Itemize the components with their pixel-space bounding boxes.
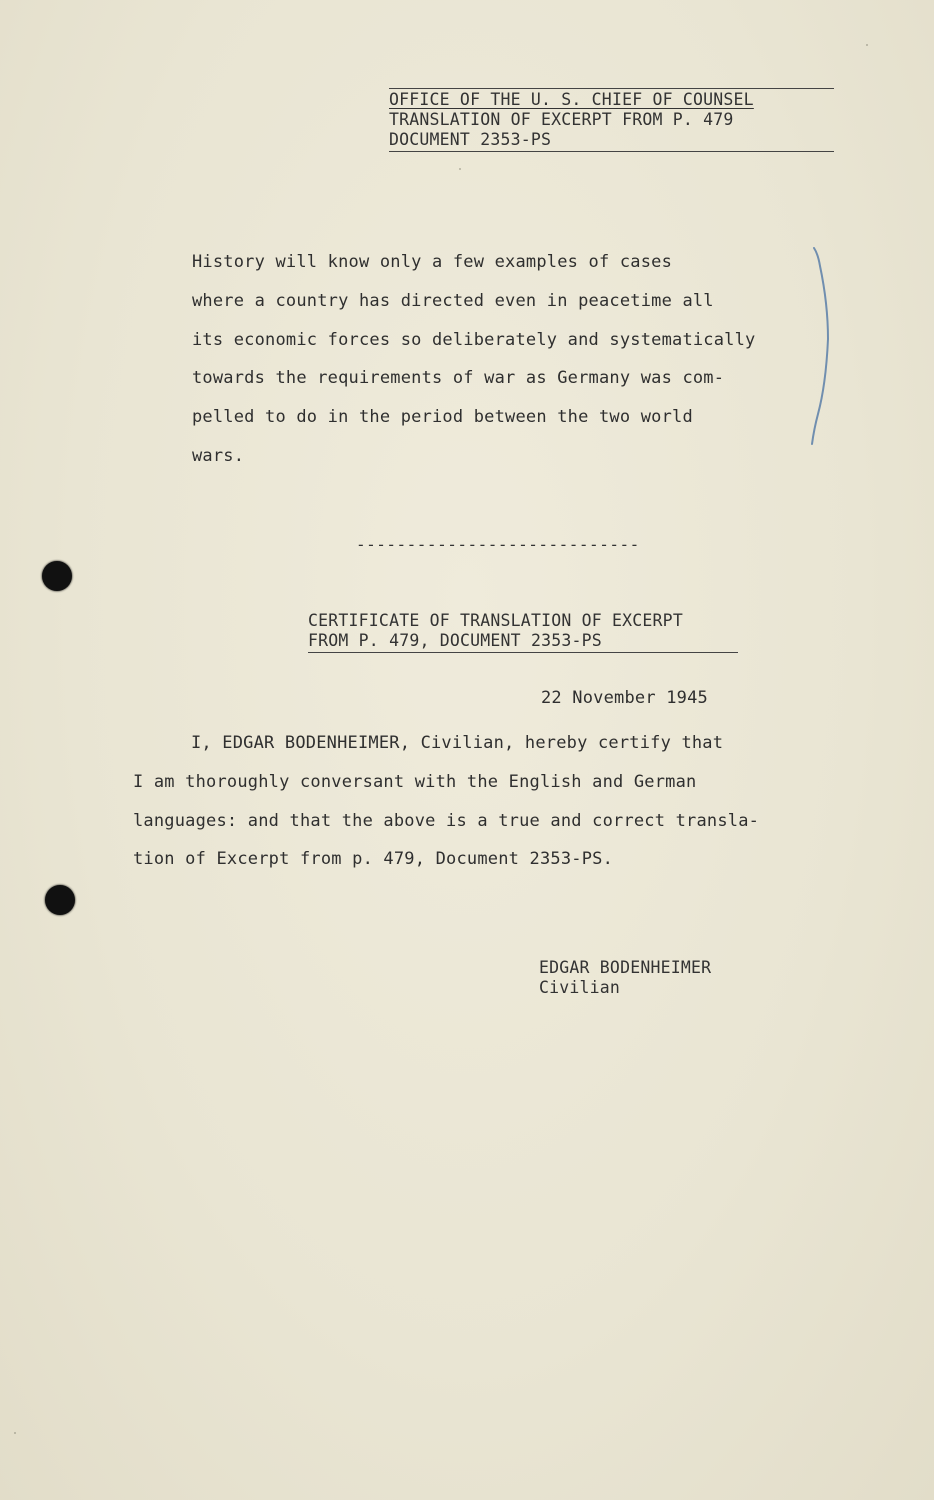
certificate-title-line: CERTIFICATE OF TRANSLATION OF EXCERPT bbox=[308, 611, 683, 630]
header-document-line: DOCUMENT 2353-PS bbox=[389, 130, 834, 152]
certificate-body bbox=[133, 724, 853, 879]
certificate-title-line: FROM P. 479, DOCUMENT 2353-PS bbox=[308, 631, 738, 653]
excerpt-line: its economic forces so deliberately and systematically bbox=[192, 329, 756, 350]
punch-hole bbox=[45, 885, 75, 915]
certificate-body-line: I am thoroughly conversant with the English and German bbox=[133, 771, 697, 792]
excerpt-text bbox=[192, 243, 832, 476]
paper-speck bbox=[866, 44, 868, 46]
paper-speck bbox=[459, 168, 461, 170]
document-header bbox=[389, 88, 837, 152]
certificate-body-line: I, EDGAR BODENHEIMER, Civilian, hereby certify that bbox=[191, 733, 724, 753]
margin-bracket-mark bbox=[806, 244, 836, 449]
excerpt-line: wars. bbox=[192, 445, 245, 466]
punch-hole bbox=[42, 561, 72, 591]
excerpt-line: where a country has directed even in peacetime all bbox=[192, 290, 714, 311]
excerpt-line: History will know only a few examples of cases bbox=[192, 252, 673, 272]
header-translation-line: TRANSLATION OF EXCERPT FROM P. 479 bbox=[389, 110, 734, 129]
header-top-rule bbox=[389, 88, 834, 89]
certificate-date: 22 November 1945 bbox=[541, 688, 708, 708]
signature-block bbox=[539, 958, 711, 998]
signature-title: Civilian bbox=[539, 978, 621, 997]
section-separator: ---------------------------- bbox=[356, 535, 640, 554]
signature-name: EDGAR BODENHEIMER bbox=[539, 958, 712, 977]
certificate-title bbox=[308, 611, 748, 653]
excerpt-line: towards the requirements of war as Germany was com- bbox=[192, 368, 725, 389]
excerpt-line: pelled to do in the period between the two world bbox=[192, 407, 693, 428]
certificate-body-line: tion of Excerpt from p. 479, Document 2353-PS. bbox=[133, 849, 614, 870]
paper-speck bbox=[14, 1432, 16, 1434]
certificate-body-line: languages: and that the above is a true and correct transla- bbox=[133, 810, 760, 831]
header-office-line: OFFICE OF THE U. S. CHIEF OF COUNSEL bbox=[389, 90, 754, 109]
